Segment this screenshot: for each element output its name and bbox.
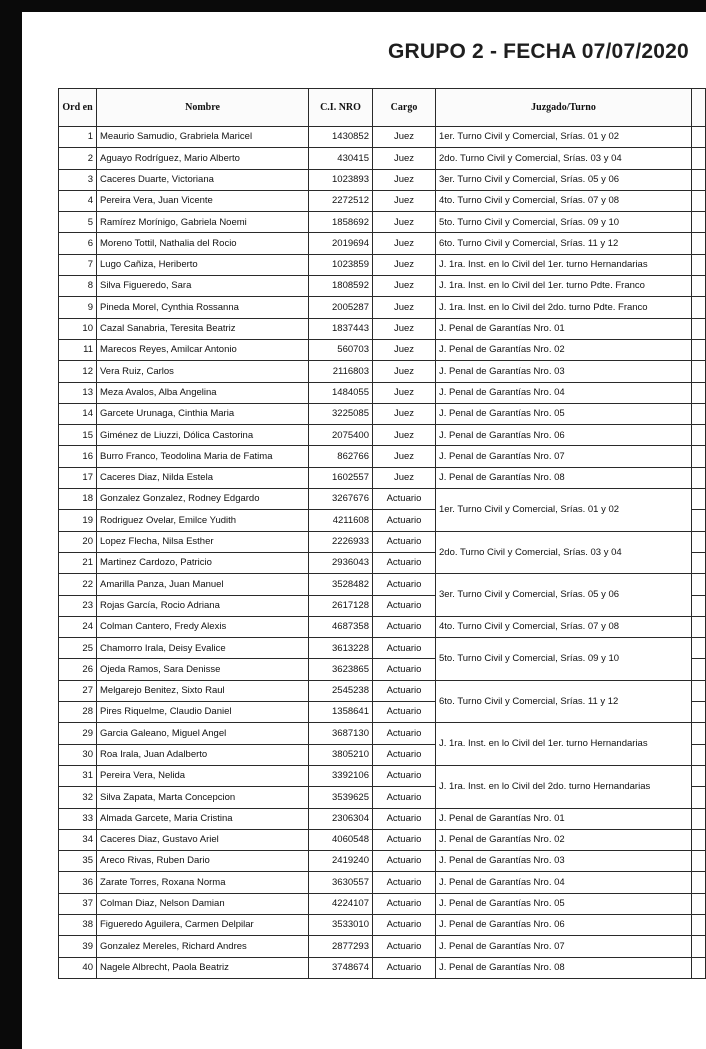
- row-cut-cell: [692, 829, 706, 850]
- row-name: Rojas García, Rocio Adriana: [97, 595, 309, 616]
- row-number: 19: [59, 510, 97, 531]
- row-cargo: Juez: [373, 297, 436, 318]
- row-cut-cell: [692, 190, 706, 211]
- row-name: Lopez Flecha, Nilsa Esther: [97, 531, 309, 552]
- row-cargo: Actuario: [373, 680, 436, 701]
- table-row: [59, 233, 706, 254]
- row-number: 36: [59, 872, 97, 893]
- row-cut-cell: [692, 318, 706, 339]
- row-ci: 2877293: [309, 936, 373, 957]
- row-juzgado: 2do. Turno Civil y Comercial, Srías. 03 y 04: [436, 148, 692, 169]
- row-number: 22: [59, 574, 97, 595]
- row-number: 24: [59, 616, 97, 637]
- header-ci: C.I. NRO: [309, 89, 373, 127]
- table-row: [59, 212, 706, 233]
- row-number: 1: [59, 127, 97, 148]
- row-cargo: Actuario: [373, 893, 436, 914]
- row-ci: 2116803: [309, 361, 373, 382]
- row-cargo: Juez: [373, 425, 436, 446]
- row-juzgado: J. Penal de Garantías Nro. 08: [436, 467, 692, 488]
- row-number: 2: [59, 148, 97, 169]
- row-ci: 4224107: [309, 893, 373, 914]
- row-name: Garcia Galeano, Miguel Angel: [97, 723, 309, 744]
- row-name: Gonzalez Gonzalez, Rodney Edgardo: [97, 489, 309, 510]
- row-juzgado: J. 1ra. Inst. en lo Civil del 1er. turno Pdte. Franco: [436, 276, 692, 297]
- table-row: [59, 872, 706, 893]
- row-cargo: Juez: [373, 339, 436, 360]
- row-name: Pereira Vera, Nelida: [97, 765, 309, 786]
- row-ci: 1023893: [309, 169, 373, 190]
- table-row: [59, 723, 706, 744]
- table-row: [59, 680, 706, 701]
- row-name: Amarilla Panza, Juan Manuel: [97, 574, 309, 595]
- row-ci: 2019694: [309, 233, 373, 254]
- row-ci: 3392106: [309, 765, 373, 786]
- row-number: 34: [59, 829, 97, 850]
- row-name: Pires Riquelme, Claudio Daniel: [97, 702, 309, 723]
- row-juzgado: J. Penal de Garantías Nro. 01: [436, 808, 692, 829]
- row-ci: 2306304: [309, 808, 373, 829]
- row-number: 9: [59, 297, 97, 318]
- row-cargo: Actuario: [373, 787, 436, 808]
- row-cargo: Actuario: [373, 702, 436, 723]
- row-ci: 1430852: [309, 127, 373, 148]
- row-juzgado: 1er. Turno Civil y Comercial, Srías. 01 y 02: [436, 127, 692, 148]
- row-number: 25: [59, 638, 97, 659]
- row-number: 30: [59, 744, 97, 765]
- row-cut-cell: [692, 616, 706, 637]
- row-cut-cell: [692, 169, 706, 190]
- table-row: [59, 276, 706, 297]
- row-cut-cell: [692, 403, 706, 424]
- row-ci: 1358641: [309, 702, 373, 723]
- row-ci: 3533010: [309, 914, 373, 935]
- row-name: Caceres Duarte, Victoriana: [97, 169, 309, 190]
- row-number: 39: [59, 936, 97, 957]
- row-juzgado: J. Penal de Garantías Nro. 04: [436, 872, 692, 893]
- row-cut-cell: [692, 851, 706, 872]
- row-juzgado: 3er. Turno Civil y Comercial, Srías. 05 y 06: [436, 169, 692, 190]
- row-juzgado: 3er. Turno Civil y Comercial, Srías. 05 y 06: [436, 574, 692, 617]
- row-number: 40: [59, 957, 97, 978]
- table-row: [59, 425, 706, 446]
- row-juzgado: 4to. Turno Civil y Comercial, Srías. 07 y 08: [436, 616, 692, 637]
- row-juzgado: J. Penal de Garantías Nro. 03: [436, 851, 692, 872]
- table-row: [59, 169, 706, 190]
- row-cut-cell: [692, 808, 706, 829]
- table-row: [59, 936, 706, 957]
- row-juzgado: J. 1ra. Inst. en lo Civil del 1er. turno Hernandarias: [436, 254, 692, 275]
- row-number: 16: [59, 446, 97, 467]
- row-cargo: Juez: [373, 169, 436, 190]
- row-name: Chamorro Irala, Deisy Evalice: [97, 638, 309, 659]
- row-ci: 862766: [309, 446, 373, 467]
- row-cut-cell: [692, 680, 706, 701]
- row-cut-cell: [692, 702, 706, 723]
- row-cargo: Actuario: [373, 574, 436, 595]
- row-cut-cell: [692, 339, 706, 360]
- row-juzgado: J. Penal de Garantías Nro. 04: [436, 382, 692, 403]
- row-number: 35: [59, 851, 97, 872]
- row-number: 37: [59, 893, 97, 914]
- row-cut-cell: [692, 212, 706, 233]
- row-cargo: Juez: [373, 467, 436, 488]
- row-name: Marecos Reyes, Amilcar Antonio: [97, 339, 309, 360]
- row-juzgado: J. Penal de Garantías Nro. 02: [436, 339, 692, 360]
- row-cut-cell: [692, 744, 706, 765]
- row-cargo: Actuario: [373, 595, 436, 616]
- row-cargo: Juez: [373, 446, 436, 467]
- row-name: Areco Rivas, Ruben Dario: [97, 851, 309, 872]
- row-name: Garcete Urunaga, Cinthia Maria: [97, 403, 309, 424]
- row-ci: 4687358: [309, 616, 373, 637]
- row-ci: 1484055: [309, 382, 373, 403]
- row-number: 27: [59, 680, 97, 701]
- page-title: GRUPO 2 - FECHA 07/07/2020: [388, 40, 689, 63]
- row-cut-cell: [692, 595, 706, 616]
- row-cargo: Actuario: [373, 936, 436, 957]
- row-juzgado: J. Penal de Garantías Nro. 01: [436, 318, 692, 339]
- row-cargo: Actuario: [373, 723, 436, 744]
- row-cargo: Actuario: [373, 510, 436, 531]
- row-cut-cell: [692, 957, 706, 978]
- table-row: [59, 297, 706, 318]
- row-name: Rodriguez Ovelar, Emilce Yudith: [97, 510, 309, 531]
- table-row: [59, 765, 706, 786]
- row-cut-cell: [692, 446, 706, 467]
- row-juzgado: 6to. Turno Civil y Comercial, Srías. 11 y 12: [436, 680, 692, 723]
- row-name: Roa Irala, Juan Adalberto: [97, 744, 309, 765]
- table-row: [59, 467, 706, 488]
- row-name: Aguayo Rodríguez, Mario Alberto: [97, 148, 309, 169]
- row-cargo: Actuario: [373, 531, 436, 552]
- row-number: 38: [59, 914, 97, 935]
- row-cargo: Juez: [373, 403, 436, 424]
- table-row: [59, 254, 706, 275]
- row-number: 12: [59, 361, 97, 382]
- row-name: Giménez de Liuzzi, Dólica Castorina: [97, 425, 309, 446]
- row-ci: 3748674: [309, 957, 373, 978]
- row-cut-cell: [692, 467, 706, 488]
- row-cargo: Actuario: [373, 552, 436, 573]
- table-row: [59, 489, 706, 510]
- row-ci: 560703: [309, 339, 373, 360]
- row-ci: 2075400: [309, 425, 373, 446]
- table-row: [59, 616, 706, 637]
- row-cut-cell: [692, 382, 706, 403]
- row-juzgado: J. 1ra. Inst. en lo Civil del 1er. turno Hernandarias: [436, 723, 692, 766]
- row-juzgado: 5to. Turno Civil y Comercial, Srías. 09 y 10: [436, 212, 692, 233]
- row-name: Melgarejo Benitez, Sixto Raul: [97, 680, 309, 701]
- row-ci: 430415: [309, 148, 373, 169]
- table-row: [59, 893, 706, 914]
- row-juzgado: 5to. Turno Civil y Comercial, Srías. 09 y 10: [436, 638, 692, 681]
- row-name: Caceres Diaz, Gustavo Ariel: [97, 829, 309, 850]
- row-ci: 3630557: [309, 872, 373, 893]
- row-name: Pereira Vera, Juan Vicente: [97, 190, 309, 211]
- row-cut-cell: [692, 254, 706, 275]
- row-ci: 3613228: [309, 638, 373, 659]
- row-ci: 3687130: [309, 723, 373, 744]
- table-row: [59, 127, 706, 148]
- table-row: [59, 446, 706, 467]
- row-ci: 3623865: [309, 659, 373, 680]
- row-ci: 1023859: [309, 254, 373, 275]
- row-juzgado: J. Penal de Garantías Nro. 07: [436, 936, 692, 957]
- table-row: [59, 318, 706, 339]
- row-cut-cell: [692, 148, 706, 169]
- row-name: Silva Zapata, Marta Concepcion: [97, 787, 309, 808]
- table-row: [59, 851, 706, 872]
- row-cut-cell: [692, 574, 706, 595]
- row-number: 3: [59, 169, 97, 190]
- table-row: [59, 382, 706, 403]
- row-cut-cell: [692, 893, 706, 914]
- row-number: 26: [59, 659, 97, 680]
- row-cut-cell: [692, 638, 706, 659]
- row-cargo: Actuario: [373, 914, 436, 935]
- row-juzgado: J. Penal de Garantías Nro. 05: [436, 403, 692, 424]
- row-name: Meza Avalos, Alba Angelina: [97, 382, 309, 403]
- row-cut-cell: [692, 510, 706, 531]
- row-ci: 3225085: [309, 403, 373, 424]
- row-cargo: Juez: [373, 127, 436, 148]
- row-number: 5: [59, 212, 97, 233]
- row-cargo: Actuario: [373, 872, 436, 893]
- roster-body: [59, 127, 706, 979]
- row-name: Almada Garcete, Maria Cristina: [97, 808, 309, 829]
- row-cargo: Actuario: [373, 489, 436, 510]
- row-juzgado: J. 1ra. Inst. en lo Civil del 2do. turno Pdte. Franco: [436, 297, 692, 318]
- table-row: [59, 190, 706, 211]
- row-ci: 3805210: [309, 744, 373, 765]
- row-name: Meaurio Samudio, Grabriela Maricel: [97, 127, 309, 148]
- row-number: 18: [59, 489, 97, 510]
- row-number: 23: [59, 595, 97, 616]
- row-cut-cell: [692, 723, 706, 744]
- row-cut-cell: [692, 425, 706, 446]
- row-juzgado: J. Penal de Garantías Nro. 07: [436, 446, 692, 467]
- row-juzgado: 2do. Turno Civil y Comercial, Srías. 03 y 04: [436, 531, 692, 574]
- row-juzgado: 4to. Turno Civil y Comercial, Srías. 07 y 08: [436, 190, 692, 211]
- row-cut-cell: [692, 127, 706, 148]
- table-row: [59, 148, 706, 169]
- row-cut-cell: [692, 489, 706, 510]
- row-cargo: Juez: [373, 190, 436, 211]
- header-cargo: Cargo: [373, 89, 436, 127]
- row-juzgado: J. Penal de Garantías Nro. 03: [436, 361, 692, 382]
- row-juzgado: J. Penal de Garantías Nro. 05: [436, 893, 692, 914]
- row-name: Zarate Torres, Roxana Norma: [97, 872, 309, 893]
- row-name: Figueredo Aguilera, Carmen Delpilar: [97, 914, 309, 935]
- row-name: Cazal Sanabria, Teresita Beatriz: [97, 318, 309, 339]
- row-name: Lugo Cañiza, Heriberto: [97, 254, 309, 275]
- row-name: Colman Diaz, Nelson Damian: [97, 893, 309, 914]
- row-cut-cell: [692, 233, 706, 254]
- row-number: 33: [59, 808, 97, 829]
- row-cargo: Juez: [373, 148, 436, 169]
- row-cargo: Actuario: [373, 744, 436, 765]
- row-name: Moreno Tottil, Nathalia del Rocio: [97, 233, 309, 254]
- row-juzgado: J. Penal de Garantías Nro. 02: [436, 829, 692, 850]
- table-row: [59, 957, 706, 978]
- row-number: 10: [59, 318, 97, 339]
- row-ci: 1858692: [309, 212, 373, 233]
- roster-table: [58, 88, 706, 979]
- row-name: Nagele Albrecht, Paola Beatriz: [97, 957, 309, 978]
- row-name: Colman Cantero, Fredy Alexis: [97, 616, 309, 637]
- row-juzgado: J. Penal de Garantías Nro. 08: [436, 957, 692, 978]
- row-cargo: Actuario: [373, 957, 436, 978]
- row-number: 14: [59, 403, 97, 424]
- scan-left-edge: [0, 0, 22, 1049]
- row-cut-cell: [692, 936, 706, 957]
- row-cut-cell: [692, 297, 706, 318]
- row-name: Gonzalez Mereles, Richard Andres: [97, 936, 309, 957]
- row-cut-cell: [692, 361, 706, 382]
- row-name: Caceres Diaz, Nilda Estela: [97, 467, 309, 488]
- row-juzgado: J. 1ra. Inst. en lo Civil del 2do. turno Hernandarias: [436, 765, 692, 808]
- row-cargo: Juez: [373, 212, 436, 233]
- row-ci: 1837443: [309, 318, 373, 339]
- row-number: 7: [59, 254, 97, 275]
- row-name: Martinez Cardozo, Patricio: [97, 552, 309, 573]
- row-ci: 2617128: [309, 595, 373, 616]
- row-ci: 1808592: [309, 276, 373, 297]
- row-name: Ramírez Morínigo, Gabriela Noemi: [97, 212, 309, 233]
- scan-top-edge: [0, 0, 706, 12]
- row-number: 4: [59, 190, 97, 211]
- row-cargo: Juez: [373, 318, 436, 339]
- row-cargo: Actuario: [373, 851, 436, 872]
- row-number: 11: [59, 339, 97, 360]
- row-number: 6: [59, 233, 97, 254]
- table-row: [59, 914, 706, 935]
- header-cut-column: [692, 89, 706, 127]
- header-juzgado: Juzgado/Turno: [436, 89, 692, 127]
- row-ci: 2419240: [309, 851, 373, 872]
- table-row: [59, 808, 706, 829]
- row-cargo: Juez: [373, 382, 436, 403]
- row-name: Vera Ruiz, Carlos: [97, 361, 309, 382]
- row-name: Burro Franco, Teodolina Maria de Fatima: [97, 446, 309, 467]
- row-number: 20: [59, 531, 97, 552]
- row-cut-cell: [692, 659, 706, 680]
- table-row: [59, 531, 706, 552]
- row-ci: 2936043: [309, 552, 373, 573]
- row-number: 32: [59, 787, 97, 808]
- row-ci: 2272512: [309, 190, 373, 211]
- row-number: 8: [59, 276, 97, 297]
- header-orden: Ord en: [59, 89, 97, 127]
- row-ci: 2226933: [309, 531, 373, 552]
- table-row: [59, 829, 706, 850]
- row-cargo: Juez: [373, 276, 436, 297]
- row-cargo: Actuario: [373, 638, 436, 659]
- row-number: 15: [59, 425, 97, 446]
- row-ci: 3539625: [309, 787, 373, 808]
- row-cargo: Actuario: [373, 765, 436, 786]
- row-number: 31: [59, 765, 97, 786]
- row-cargo: Juez: [373, 361, 436, 382]
- row-ci: 3267676: [309, 489, 373, 510]
- header-nombre: Nombre: [97, 89, 309, 127]
- row-cut-cell: [692, 531, 706, 552]
- table-row: [59, 638, 706, 659]
- table-row: [59, 403, 706, 424]
- row-cargo: Juez: [373, 233, 436, 254]
- row-cut-cell: [692, 552, 706, 573]
- row-cut-cell: [692, 765, 706, 786]
- row-number: 28: [59, 702, 97, 723]
- row-juzgado: J. Penal de Garantías Nro. 06: [436, 425, 692, 446]
- row-juzgado: 1er. Turno Civil y Comercial, Srías. 01 y 02: [436, 489, 692, 532]
- row-ci: 4060548: [309, 829, 373, 850]
- row-ci: 2545238: [309, 680, 373, 701]
- row-cut-cell: [692, 276, 706, 297]
- row-juzgado: 6to. Turno Civil y Comercial, Srías. 11 y 12: [436, 233, 692, 254]
- row-cargo: Actuario: [373, 829, 436, 850]
- row-cargo: Actuario: [373, 616, 436, 637]
- row-number: 21: [59, 552, 97, 573]
- table-row: [59, 361, 706, 382]
- row-number: 29: [59, 723, 97, 744]
- table-row: [59, 574, 706, 595]
- row-name: Silva Figueredo, Sara: [97, 276, 309, 297]
- row-ci: 1602557: [309, 467, 373, 488]
- row-cargo: Actuario: [373, 659, 436, 680]
- row-ci: 2005287: [309, 297, 373, 318]
- row-juzgado: J. Penal de Garantías Nro. 06: [436, 914, 692, 935]
- row-cut-cell: [692, 872, 706, 893]
- row-number: 17: [59, 467, 97, 488]
- row-cargo: Actuario: [373, 808, 436, 829]
- row-ci: 3528482: [309, 574, 373, 595]
- row-ci: 4211608: [309, 510, 373, 531]
- row-name: Ojeda Ramos, Sara Denisse: [97, 659, 309, 680]
- row-cut-cell: [692, 787, 706, 808]
- row-name: Pineda Morel, Cynthia Rossanna: [97, 297, 309, 318]
- row-cargo: Juez: [373, 254, 436, 275]
- table-row: [59, 339, 706, 360]
- row-number: 13: [59, 382, 97, 403]
- row-cut-cell: [692, 914, 706, 935]
- table-header-row: [59, 89, 706, 127]
